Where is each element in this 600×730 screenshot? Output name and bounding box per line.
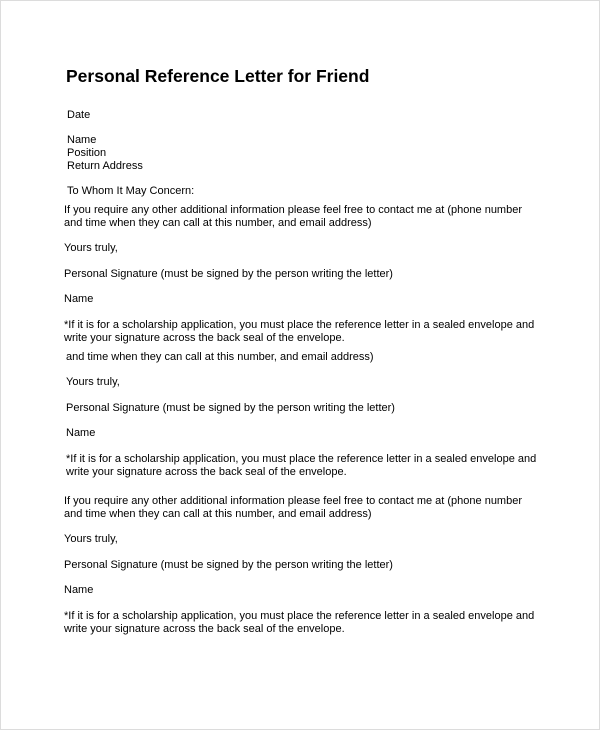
closing: Yours truly, xyxy=(64,242,118,254)
scholarship-note-line: write your signature across the back seal of the envelope. xyxy=(64,623,345,635)
closing: Yours truly, xyxy=(66,376,120,388)
contact-paragraph-line: and time when they can call at this number, and email address) xyxy=(66,351,374,363)
scholarship-note-line: *If it is for a scholarship application, you must place the reference letter in a sealed envelope and xyxy=(66,453,537,465)
signer-name: Name xyxy=(66,427,96,439)
scholarship-note-line: write your signature across the back seal of the envelope. xyxy=(66,466,347,478)
signature-line: Personal Signature (must be signed by the person writing the letter) xyxy=(66,402,395,414)
salutation: To Whom It May Concern: xyxy=(67,185,195,197)
document-title: Personal Reference Letter for Friend xyxy=(66,66,370,86)
scholarship-note-line: write your signature across the back seal of the envelope. xyxy=(64,332,345,344)
scholarship-note-line: *If it is for a scholarship application, you must place the reference letter in a sealed envelope and xyxy=(64,319,535,331)
recipient-position: Position xyxy=(67,147,107,159)
date-label: Date xyxy=(67,109,91,121)
signer-name: Name xyxy=(64,584,94,596)
signature-line: Personal Signature (must be signed by the person writing the letter) xyxy=(64,559,393,571)
signature-line: Personal Signature (must be signed by the person writing the letter) xyxy=(64,268,393,280)
closing: Yours truly, xyxy=(64,533,118,545)
contact-paragraph-line: and time when they can call at this number, and email address) xyxy=(64,508,372,520)
scholarship-note-line: *If it is for a scholarship application, you must place the reference letter in a sealed envelope and xyxy=(64,610,535,622)
contact-paragraph-line: If you require any other additional information please feel free to contact me at (phone number xyxy=(64,204,522,216)
recipient-name: Name xyxy=(67,134,97,146)
signer-name: Name xyxy=(64,293,94,305)
recipient-return-address: Return Address xyxy=(67,160,143,172)
contact-paragraph-line: and time when they can call at this number, and email address) xyxy=(64,217,372,229)
contact-paragraph-line: If you require any other additional information please feel free to contact me at (phone number xyxy=(64,495,522,507)
